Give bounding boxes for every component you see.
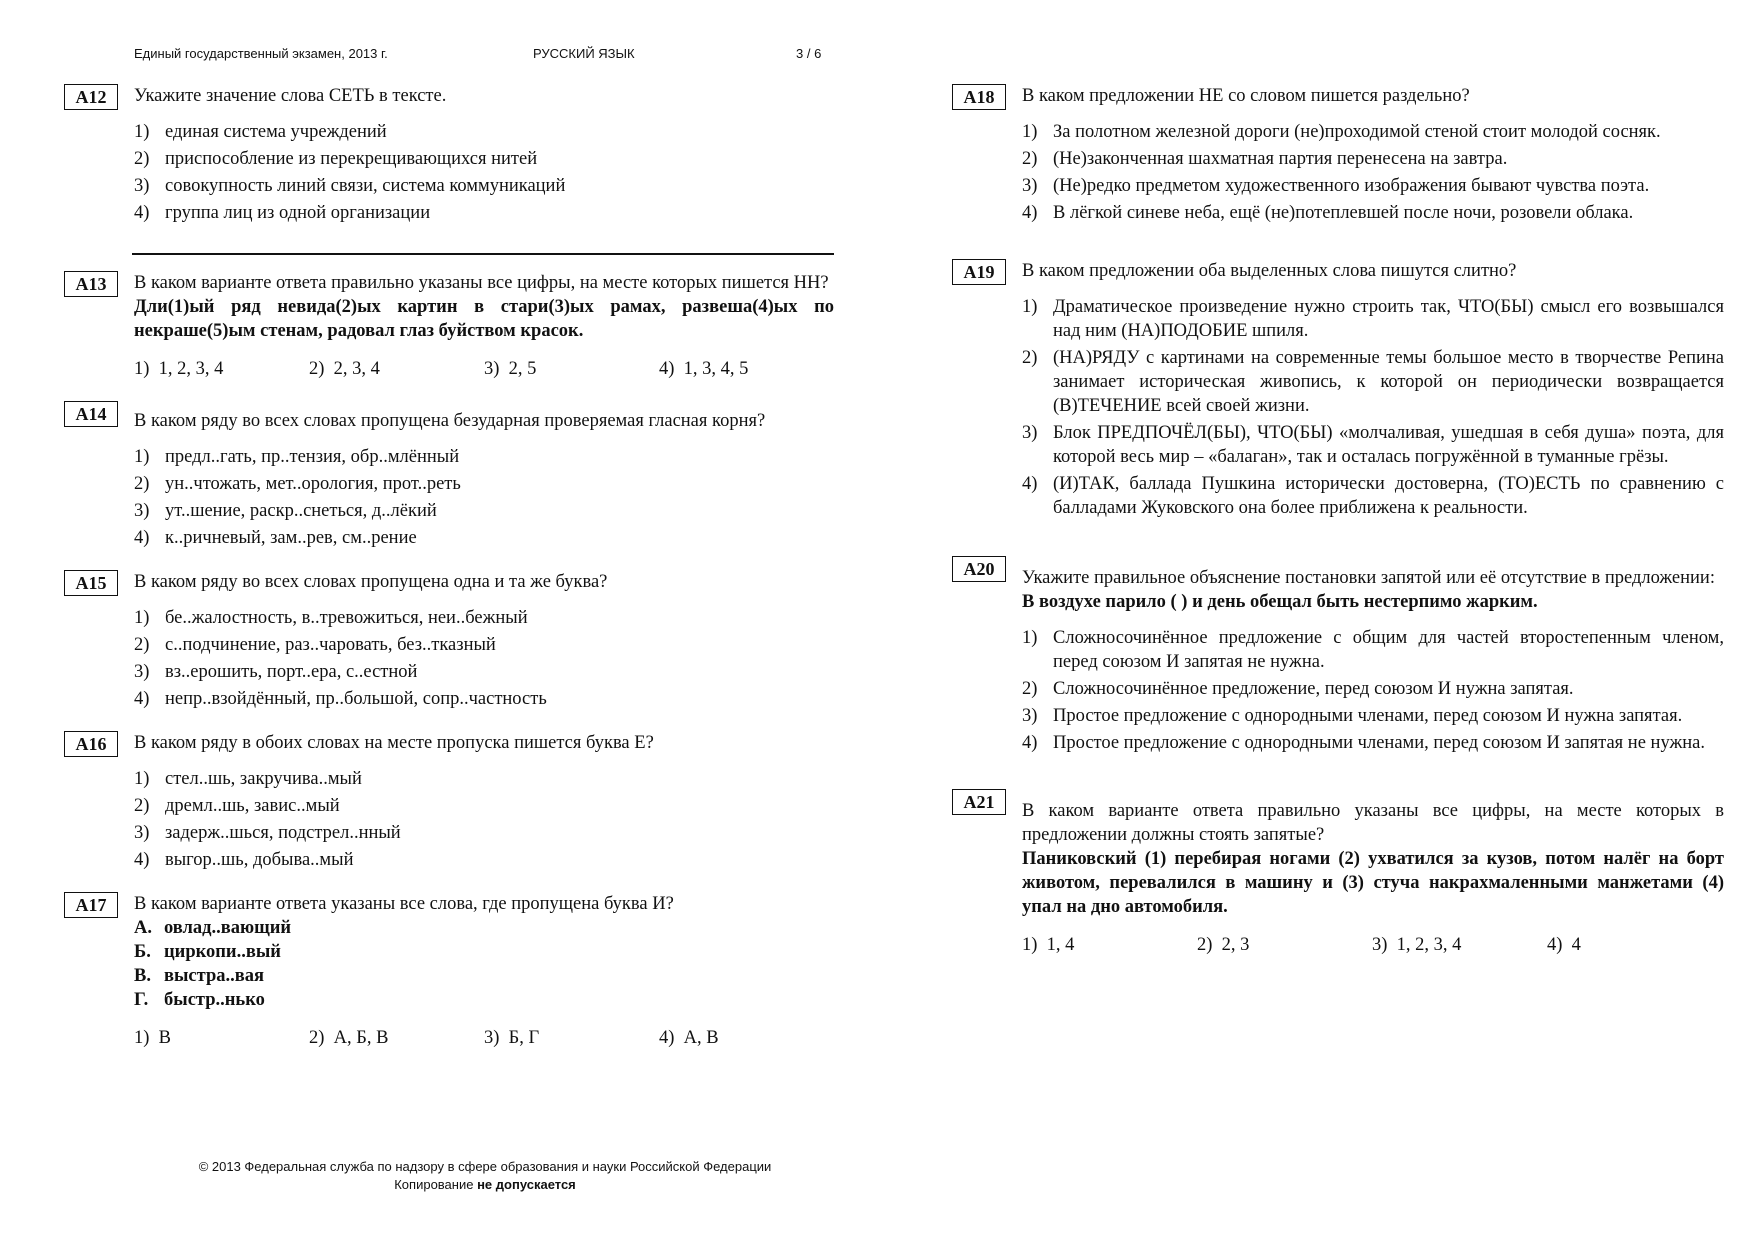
answer-option: 2) ун..чтожать, мет..орология, прот..реть — [134, 474, 461, 494]
answer-option: 4) А, В — [659, 1028, 719, 1048]
answer-option: 1) В — [134, 1028, 172, 1048]
answer-option: 2) дремл..шь, завис..мый — [134, 796, 340, 816]
task-label: А16 — [64, 731, 118, 757]
answer-option: 3) Б, Г — [484, 1028, 540, 1048]
task-label: А19 — [952, 259, 1006, 285]
task-a17 — [64, 892, 834, 1050]
section-divider — [132, 253, 834, 255]
task-a16 — [64, 731, 834, 872]
task-question: Укажите значение слова СЕТЬ в тексте. — [134, 86, 447, 106]
task-label: А14 — [64, 401, 118, 427]
task-label: А12 — [64, 84, 118, 110]
word-item: Г. быстр..нько — [134, 990, 265, 1010]
task-a19 — [952, 259, 1724, 520]
answer-option: 3) Простое предложение с однородными членами, перед союзом И нужна запятая. — [1022, 706, 1683, 726]
answer-option: 3) задерж..шься, подстрел..нный — [134, 823, 401, 843]
answer-option: 2) 2, 3, 4 — [309, 359, 380, 379]
task-label: А20 — [952, 556, 1006, 582]
task-a20 — [952, 556, 1724, 755]
answer-option: 4) группа лиц из одной организации — [134, 203, 431, 223]
answer-option: 2) А, Б, В — [309, 1028, 389, 1048]
copyright-line: © 2013 Федеральная служба по надзору в сфере образования и науки Российской Федерации — [198, 1159, 772, 1174]
answer-options — [134, 357, 834, 381]
answer-option: 4) выгор..шь, добыва..мый — [134, 850, 354, 870]
answer-options — [134, 767, 834, 872]
right-column — [952, 84, 1724, 957]
task-a13 — [64, 271, 834, 381]
answer-option: 4) В лёгкой синеве неба, ещё (не)потеплевшей после ночи, розовели облака. — [1022, 203, 1634, 223]
task-sentence: В воздухе парило ( ) и день обещал быть нестерпимо жарким. — [1022, 592, 1538, 612]
left-column — [64, 84, 834, 1050]
task-sentence: Паниковский (1) перебирая ногами (2) ухватился за кузов, потом налёг на борт животом, перевалился в машину и (3) стуча накрахмаленными манжетами (4) упал на дно автомобиля. — [1022, 849, 1724, 917]
answer-option: 2) приспособление из перекрещивающихся нитей — [134, 149, 538, 169]
task-label: А17 — [64, 892, 118, 918]
task-a18 — [952, 84, 1724, 225]
answer-options — [1022, 626, 1724, 755]
page-number: 3 / 6 — [796, 46, 822, 61]
task-question: В каком ряду во всех словах пропущена одна и та же буква? — [134, 572, 608, 592]
answer-option: 1) Драматическое произведение нужно строить так, ЧТО(БЫ) смысл его возвышался над ним (НА)ПОДОБИЕ шпиля. — [1022, 297, 1724, 341]
answer-option: 3) 2, 5 — [484, 359, 537, 379]
answer-option: 4) 1, 3, 4, 5 — [659, 359, 749, 379]
word-item: В. выстра..вая — [134, 966, 264, 986]
answer-option: 1) За полотном железной дороги (не)проходимой стеной стоит молодой сосняк. — [1022, 122, 1661, 142]
word-item: Б. циркопи..вый — [134, 942, 281, 962]
task-question: В каком варианте ответа правильно указаны все цифры, на месте которых пишется НН? — [134, 273, 829, 293]
task-question: В каком предложении оба выделенных слова пишутся слитно? — [1022, 261, 1517, 281]
answer-option: 2) 2, 3 — [1197, 935, 1250, 955]
answer-option: 1) единая система учреждений — [134, 122, 387, 142]
task-question: В каком варианте ответа указаны все слова, где пропущена буква И? — [134, 894, 674, 914]
answer-options — [134, 1026, 834, 1050]
answer-option: 2) (НА)РЯДУ с картинами на современные темы большое место в творчестве Репина занимает историческая живопись, к которой он периодически возвращается (В)ТЕЧЕНИЕ всей своей жизни. — [1022, 348, 1724, 416]
task-question: Укажите правильное объяснение постановки запятой или её отсутствие в предложении: — [1022, 568, 1715, 588]
answer-options — [1022, 120, 1724, 225]
answer-option: 4) (И)ТАК, баллада Пушкина исторически достоверна, (ТО)ЕСТЬ по сравнению с балладами Жуковского она более приближена к реальности. — [1022, 474, 1724, 518]
answer-options — [134, 606, 834, 711]
task-question: В каком ряду во всех словах пропущена безударная проверяемая гласная корня? — [134, 411, 766, 431]
word-item: А. овлад..вающий — [134, 918, 292, 938]
task-a21 — [952, 789, 1724, 957]
task-a15 — [64, 570, 834, 711]
answer-option: 1) стел..шь, закручива..мый — [134, 769, 362, 789]
task-label: А18 — [952, 84, 1006, 110]
task-question: В каком ряду в обоих словах на месте пропуска пишется буква Е? — [134, 733, 654, 753]
answer-option: 3) ут..шение, раскр..снеться, д..лёкий — [134, 501, 437, 521]
answer-option: 1) бе..жалостность, в..тревожиться, неи..бежный — [134, 608, 528, 628]
answer-options — [1022, 295, 1724, 520]
answer-option: 3) (Не)редко предметом художественного изображения бывают чувства поэта. — [1022, 176, 1650, 196]
task-label: А21 — [952, 789, 1006, 815]
answer-options — [134, 445, 834, 550]
copy-notice: Копирование не допускается — [394, 1177, 576, 1192]
copyright-footer — [150, 1158, 820, 1194]
task-question: В каком варианте ответа правильно указаны все цифры, на месте которых в предложении должны стоять запятые? — [1022, 801, 1724, 845]
exam-title: Единый государственный экзамен, 2013 г. — [134, 46, 388, 61]
answer-option: 2) с..подчинение, раз..чаровать, без..тказный — [134, 635, 496, 655]
answer-option: 4) к..ричневый, зам..рев, см..рение — [134, 528, 417, 548]
task-a12 — [64, 84, 834, 225]
task-label: А15 — [64, 570, 118, 596]
answer-option: 2) Сложносочинённое предложение, перед союзом И нужна запятая. — [1022, 679, 1574, 699]
answer-options — [134, 120, 834, 225]
task-a14 — [64, 401, 834, 550]
task-question: В каком предложении НЕ со словом пишется раздельно? — [1022, 86, 1470, 106]
answer-option: 1) 1, 4 — [1022, 935, 1075, 955]
answer-option: 4) непр..взойдённый, пр..большой, сопр..частность — [134, 689, 547, 709]
answer-option: 1) предл..гать, пр..тензия, обр..млённый — [134, 447, 460, 467]
task-sentence: Дли(1)ый ряд невида(2)ых картин в стари(3)ых рамах, развеша(4)ых по некраше(5)ым стенам, радовал глаз буйством красок. — [134, 297, 834, 341]
answer-option: 3) 1, 2, 3, 4 — [1372, 935, 1462, 955]
answer-options — [1022, 933, 1724, 957]
answer-option: 1) Сложносочинённое предложение с общим для частей второстепенным членом, перед союзом И запятая не нужна. — [1022, 628, 1724, 672]
answer-option: 3) вз..ерошить, порт..ера, с..естной — [134, 662, 418, 682]
answer-option: 2) (Не)законченная шахматная партия перенесена на завтра. — [1022, 149, 1508, 169]
subject-title: РУССКИЙ ЯЗЫК — [533, 46, 635, 61]
answer-option: 3) совокупность линий связи, система коммуникаций — [134, 176, 566, 196]
answer-option: 1) 1, 2, 3, 4 — [134, 359, 224, 379]
answer-option: 3) Блок ПРЕДПОЧЁЛ(БЫ), ЧТО(БЫ) «молчаливая, ушедшая в себя душа» поэта, для которой весь мир – «балаган», так и осталась погружённой в туманные грёзы. — [1022, 423, 1724, 467]
answer-option: 4) 4 — [1547, 935, 1581, 955]
task-label: А13 — [64, 271, 118, 297]
answer-option: 4) Простое предложение с однородными членами, перед союзом И запятая не нужна. — [1022, 733, 1705, 753]
